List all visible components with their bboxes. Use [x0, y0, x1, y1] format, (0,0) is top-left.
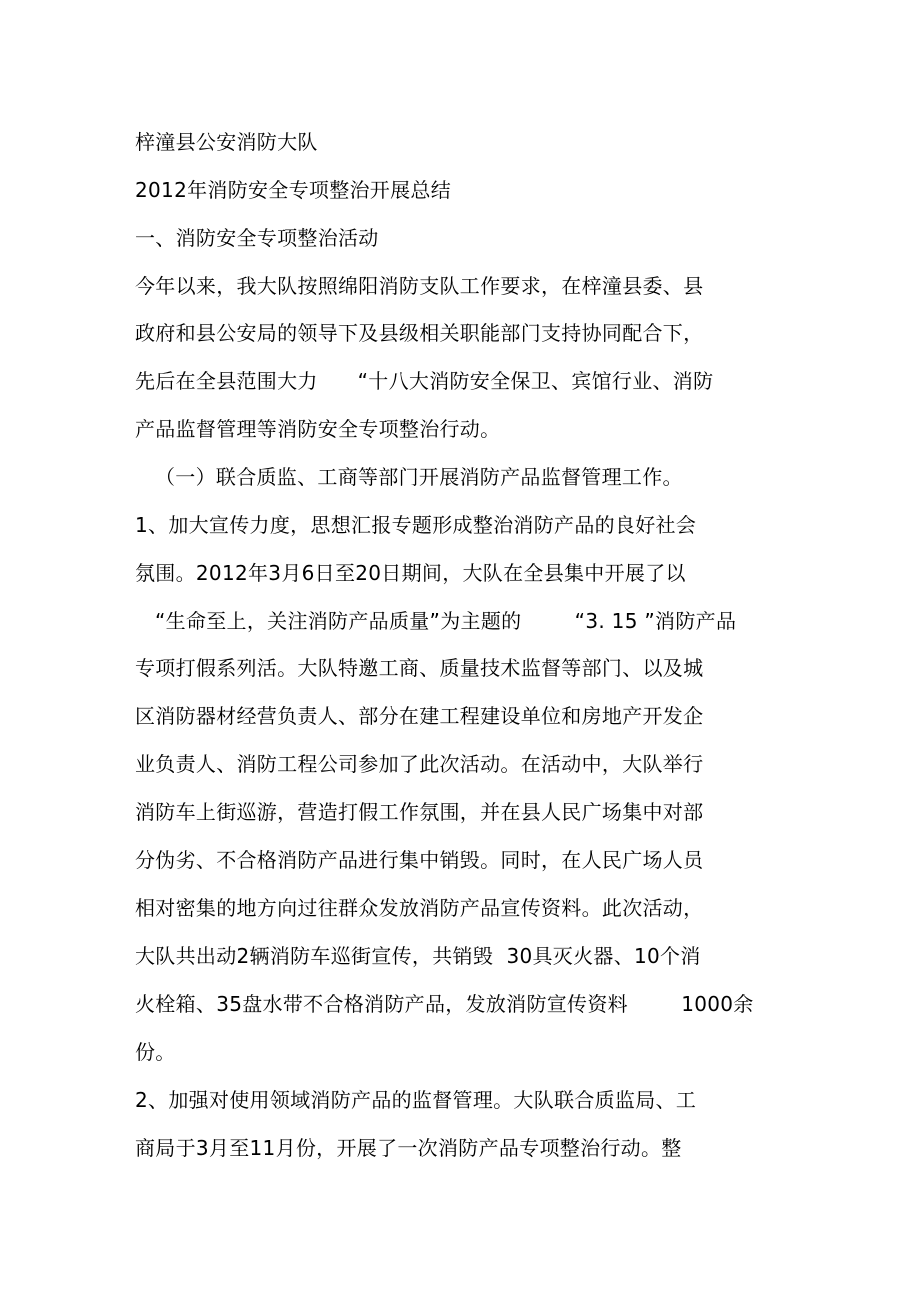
doc-title: 2012年消防安全专项整治开展总结: [135, 178, 451, 202]
body-line: 区消防器材经营负责人、部分在建工程建设单位和房地产开发企: [135, 704, 704, 728]
body-line: 1、加大宣传力度，思想汇报专题形成整治消防产品的良好社会: [135, 513, 697, 537]
body-line: 相对密集的地方向过往群众发放消防产品宣传资料。此次活动，: [135, 896, 704, 920]
body-line: 今年以来，我大队按照绵阳消防支队工作要求，在梓潼县委、县: [135, 274, 704, 298]
body-line: 产品监督管理等消防安全专项整治行动。: [135, 417, 501, 441]
section-heading: 一、消防安全专项整治活动: [135, 226, 379, 250]
body-line: 先后在全县范围大力 “十八大消防安全保卫、宾馆行业、消防: [135, 369, 714, 393]
body-line: 火栓箱、35盘水带不合格消防产品，发放消防宣传资料 1000余: [135, 992, 754, 1016]
body-line: 2、加强对使用领域消防产品的监督管理。大队联合质监局、工: [135, 1088, 697, 1112]
subsection-heading: （一）联合质监、工商等部门开展消防产品监督管理工作。: [155, 465, 683, 489]
org-title: 梓潼县公安消防大队: [135, 130, 318, 154]
body-line: 政府和县公安局的领导下及县级相关职能部门支持协同配合下，: [135, 321, 704, 345]
body-line: 氛围。2012年3月6日至20日期间，大队在全县集中开展了以: [135, 561, 686, 585]
body-line: 专项打假系列活。大队特邀工商、质量技术监督等部门、以及城: [135, 656, 704, 680]
body-line: 分伪劣、不合格消防产品进行集中销毁。同时，在人民广场人员: [135, 848, 704, 872]
body-line: 消防车上街巡游，营造打假工作氛围，并在县人民广场集中对部: [135, 800, 704, 824]
body-line: 商局于3月至11月份，开展了一次消防产品专项整治行动。整: [135, 1136, 682, 1160]
body-line: 大队共出动2辆消防车巡街宣传，共销毁 30具灭火器、10个消: [135, 944, 701, 968]
body-line: “生命至上，关注消防产品质量”为主题的 “3. 15 ”消防产品: [155, 609, 737, 633]
body-line: 业负责人、消防工程公司参加了此次活动。在活动中，大队举行: [135, 752, 704, 776]
body-line: 份。: [135, 1040, 176, 1064]
